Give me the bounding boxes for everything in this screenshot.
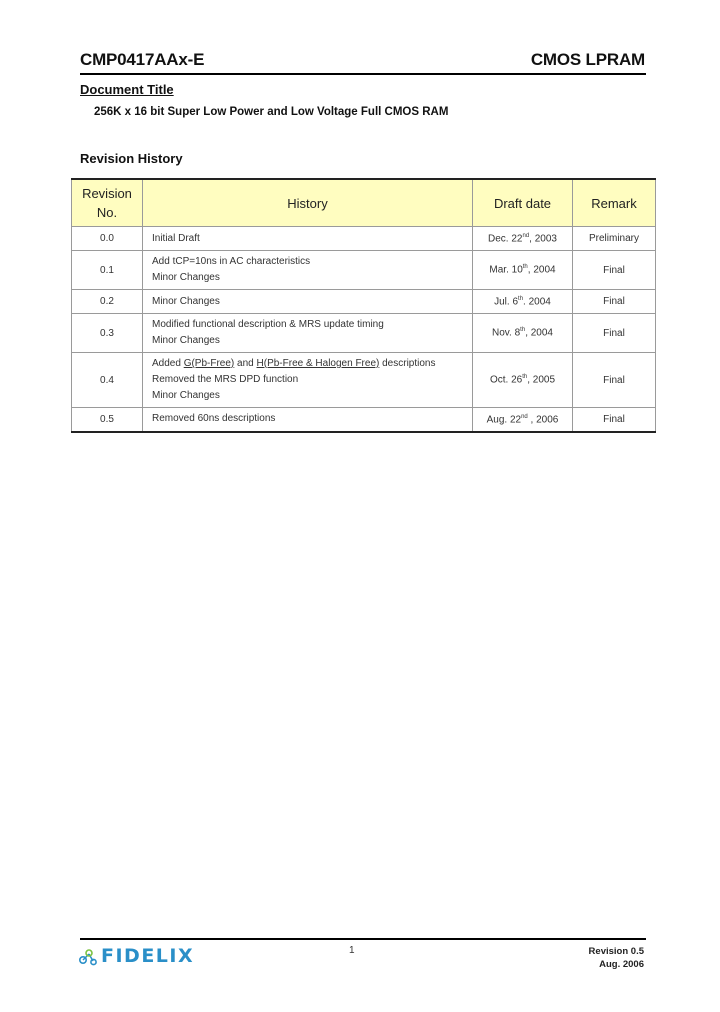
logo-text: FIDELIX xyxy=(101,945,195,967)
cell-remark: Preliminary xyxy=(573,227,656,251)
history-line: Modified functional description & MRS update timing xyxy=(152,319,384,330)
history-line: Added G(Pb-Free) and H(Pb-Free & Halogen Free) descriptions xyxy=(152,358,436,369)
cell-revision: 0.1 xyxy=(72,251,143,290)
cell-draft-date: Dec. 22nd, 2003 xyxy=(473,227,573,251)
cell-history xyxy=(143,290,473,314)
history-line: Removed the MRS DPD function xyxy=(152,374,299,385)
cell-history xyxy=(143,251,473,290)
cell-remark: Final xyxy=(573,290,656,314)
table-row xyxy=(72,227,656,251)
header-history: History xyxy=(143,179,473,227)
cell-remark: Final xyxy=(573,314,656,353)
cell-draft-date: Nov. 8th, 2004 xyxy=(473,314,573,353)
table-row xyxy=(72,408,656,432)
footer-date: Aug. 2006 xyxy=(599,959,644,970)
table-row xyxy=(72,290,656,314)
header-rule xyxy=(80,73,646,75)
cell-draft-date: Jul. 6th. 2004 xyxy=(473,290,573,314)
cell-draft-date: Aug. 22nd , 2006 xyxy=(473,408,573,432)
cell-revision: 0.0 xyxy=(72,227,143,251)
history-line: Minor Changes xyxy=(152,390,220,401)
cell-remark: Final xyxy=(573,353,656,408)
cell-remark: Final xyxy=(573,408,656,432)
cell-history xyxy=(143,314,473,353)
footer-revision-info xyxy=(589,945,644,971)
header-revision-line: Revision xyxy=(82,186,132,201)
page-number: 1 xyxy=(349,945,355,956)
cell-remark: Final xyxy=(573,251,656,290)
cell-history xyxy=(143,227,473,251)
product-type: CMOS LPRAM xyxy=(530,50,645,69)
footer-rule xyxy=(80,938,646,940)
document-title-label: Document Title xyxy=(80,82,174,97)
table-row xyxy=(72,314,656,353)
molecule-icon xyxy=(78,945,98,967)
cell-revision: 0.4 xyxy=(72,353,143,408)
fidelix-logo xyxy=(78,945,194,967)
cell-history xyxy=(143,353,473,408)
cell-revision: 0.3 xyxy=(72,314,143,353)
table-row xyxy=(72,251,656,290)
cell-history xyxy=(143,408,473,432)
history-line: Minor Changes xyxy=(152,295,220,307)
history-line: Add tCP=10ns in AC characteristics xyxy=(152,256,311,267)
header-remark: Remark xyxy=(573,179,656,227)
history-line: Minor Changes xyxy=(152,272,220,283)
footer-revision: Revision 0.5 xyxy=(588,946,644,957)
table-header-row xyxy=(72,179,656,227)
document-title: 256K x 16 bit Super Low Power and Low Voltage Full CMOS RAM xyxy=(94,106,449,118)
header-revision-line: No. xyxy=(96,205,118,220)
history-line: Removed 60ns descriptions xyxy=(152,413,276,425)
history-line: Minor Changes xyxy=(152,335,220,346)
cell-draft-date: Oct. 26th, 2005 xyxy=(473,353,573,408)
header-revision xyxy=(72,179,143,227)
header-draft-date: Draft date xyxy=(473,179,573,227)
cell-draft-date: Mar. 10th, 2004 xyxy=(473,251,573,290)
cell-revision: 0.2 xyxy=(72,290,143,314)
cell-revision: 0.5 xyxy=(72,408,143,432)
part-number: CMP0417AAx-E xyxy=(80,50,205,69)
table-row xyxy=(72,353,656,408)
revision-history-heading: Revision History xyxy=(80,151,183,166)
revision-history-table xyxy=(71,178,656,433)
history-line: Initial Draft xyxy=(152,232,200,244)
